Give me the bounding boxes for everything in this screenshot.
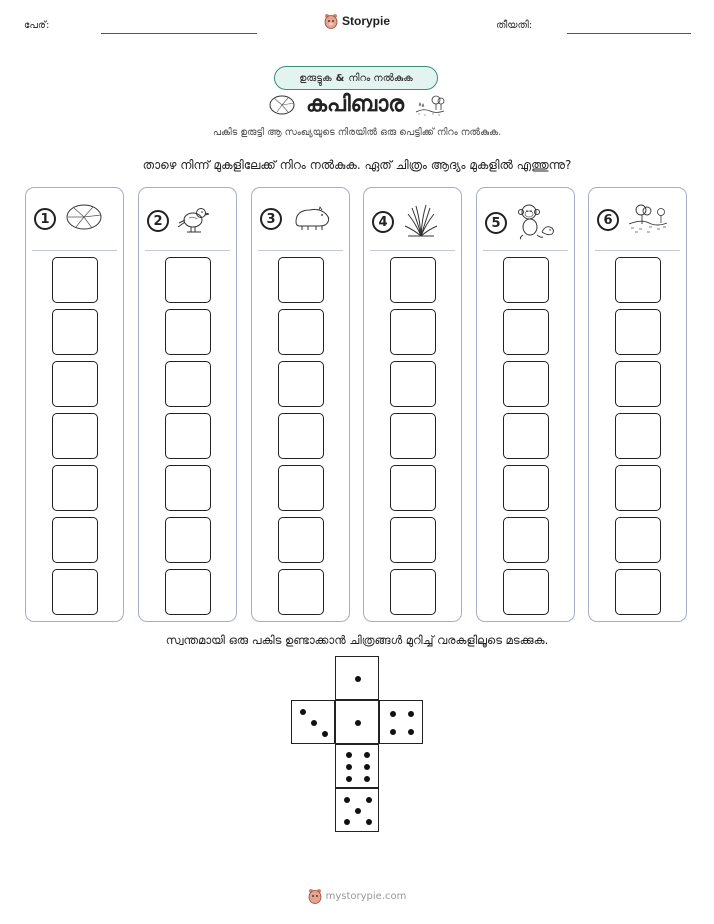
color-box[interactable] <box>615 413 661 459</box>
color-box[interactable] <box>503 309 549 355</box>
color-box[interactable] <box>390 413 436 459</box>
color-box[interactable] <box>52 361 98 407</box>
die-pip <box>408 729 414 735</box>
column-header <box>597 202 669 238</box>
die-face-6 <box>335 744 379 788</box>
color-box[interactable] <box>390 569 436 615</box>
brand-name: Storypie <box>341 14 390 28</box>
column-divider <box>595 250 680 251</box>
brand <box>0 13 714 29</box>
activity-badge <box>274 66 438 90</box>
die-pip <box>311 720 317 726</box>
die-face-4 <box>379 700 423 744</box>
die-face-3 <box>291 700 335 744</box>
die-pip <box>408 711 414 717</box>
footer <box>0 888 714 904</box>
die-pip <box>390 711 396 717</box>
column-header <box>372 202 440 242</box>
column-divider <box>258 250 343 251</box>
die-pip <box>390 729 396 735</box>
color-box[interactable] <box>503 257 549 303</box>
column-header <box>485 202 557 244</box>
color-box[interactable] <box>165 569 211 615</box>
grass-icon <box>402 202 440 242</box>
die-pip <box>355 808 361 814</box>
column-2 <box>138 187 237 622</box>
lily-pad-icon <box>64 202 104 236</box>
color-box[interactable] <box>165 309 211 355</box>
column-divider <box>32 250 117 251</box>
color-box[interactable] <box>615 465 661 511</box>
color-box[interactable] <box>165 517 211 563</box>
color-box[interactable] <box>503 465 549 511</box>
color-box[interactable] <box>390 361 436 407</box>
footer-url[interactable]: mystorypie.com <box>325 890 407 902</box>
die-pip <box>344 797 350 803</box>
column-3 <box>251 187 350 622</box>
color-box[interactable] <box>615 569 661 615</box>
die-face-1 <box>335 700 379 744</box>
color-box[interactable] <box>165 465 211 511</box>
date-line[interactable] <box>567 33 691 34</box>
column-header <box>147 202 213 240</box>
landscape-icon <box>627 202 669 238</box>
die-pip <box>346 764 352 770</box>
die-pip <box>364 752 370 758</box>
die-pip <box>344 819 350 825</box>
column-header <box>34 202 104 236</box>
column-4 <box>363 187 462 622</box>
capybara-icon <box>290 202 332 236</box>
lily-pad-icon <box>268 94 296 116</box>
column-5 <box>476 187 575 622</box>
badge-left: ഉരുട്ടുക <box>299 72 332 84</box>
column-number: 3 <box>260 208 282 230</box>
color-box[interactable] <box>52 569 98 615</box>
monkey-icon <box>515 202 557 244</box>
die-pip <box>346 752 352 758</box>
color-box[interactable] <box>390 309 436 355</box>
column-number: 5 <box>485 212 507 234</box>
color-box[interactable] <box>52 257 98 303</box>
color-box[interactable] <box>278 465 324 511</box>
die-face-5 <box>335 788 379 832</box>
column-6 <box>588 187 687 622</box>
die-pip <box>364 776 370 782</box>
die-pip <box>322 731 328 737</box>
color-box[interactable] <box>615 257 661 303</box>
die-pip <box>346 776 352 782</box>
color-box[interactable] <box>503 361 549 407</box>
column-number: 4 <box>372 211 394 233</box>
badge-amp: & <box>335 72 345 84</box>
name-label: പേര്: <box>24 20 50 31</box>
color-box[interactable] <box>615 517 661 563</box>
column-divider <box>145 250 230 251</box>
column-number: 1 <box>34 208 56 230</box>
column-divider <box>483 250 568 251</box>
color-box[interactable] <box>278 569 324 615</box>
die-pip <box>355 676 361 682</box>
title-row <box>0 92 714 117</box>
instruction: താഴെ നിന്ന് മുകളിലേക്ക് നിറം നൽകുക. ഏത് ചിത്രം ആദ്യം മുകളിൽ എത്തുന്നു? <box>142 158 572 172</box>
die-pip <box>364 764 370 770</box>
color-box[interactable] <box>52 465 98 511</box>
color-box[interactable] <box>390 257 436 303</box>
color-box[interactable] <box>52 517 98 563</box>
color-box[interactable] <box>52 309 98 355</box>
column-1 <box>25 187 124 622</box>
color-box[interactable] <box>165 257 211 303</box>
die-pip <box>366 797 372 803</box>
column-header <box>260 202 332 236</box>
subtitle: പകിട ഉരുട്ടി ആ സംഖ്യയുടെ നിരയിൽ ഒരു പെട്ടിക്ക് നിറം നൽകുക. <box>212 127 502 138</box>
die-pip <box>300 709 306 715</box>
page-title: കപിബാര <box>306 92 404 117</box>
die-pip <box>366 819 372 825</box>
die-face-1 <box>335 656 379 700</box>
column-number: 2 <box>147 210 169 232</box>
color-box[interactable] <box>278 309 324 355</box>
storypie-logo-icon <box>308 888 322 904</box>
die-pip <box>355 720 361 726</box>
color-box[interactable] <box>503 569 549 615</box>
color-box[interactable] <box>52 413 98 459</box>
storypie-logo-icon <box>324 13 338 29</box>
color-box[interactable] <box>390 465 436 511</box>
column-number: 6 <box>597 209 619 231</box>
color-box[interactable] <box>278 361 324 407</box>
bird-icon <box>177 202 213 240</box>
badge-right: നിറം നൽകുക <box>348 72 413 84</box>
color-box[interactable] <box>165 361 211 407</box>
cut-instruction: സ്വന്തമായി ഒരു പകിട ഉണ്ടാക്കാൻ ചിത്രങ്ങൾ മുറിച്ച് വരകളിലൂടെ മടക്കുക. <box>165 633 549 647</box>
color-box[interactable] <box>278 257 324 303</box>
color-box[interactable] <box>503 413 549 459</box>
landscape-icon <box>414 94 446 116</box>
column-divider <box>370 250 455 251</box>
color-box[interactable] <box>503 517 549 563</box>
date-label: തീയതി: <box>496 20 533 31</box>
color-box[interactable] <box>615 361 661 407</box>
color-box[interactable] <box>165 413 211 459</box>
color-box[interactable] <box>278 413 324 459</box>
name-line[interactable] <box>101 33 257 34</box>
color-box[interactable] <box>615 309 661 355</box>
color-box[interactable] <box>278 517 324 563</box>
color-box[interactable] <box>390 517 436 563</box>
